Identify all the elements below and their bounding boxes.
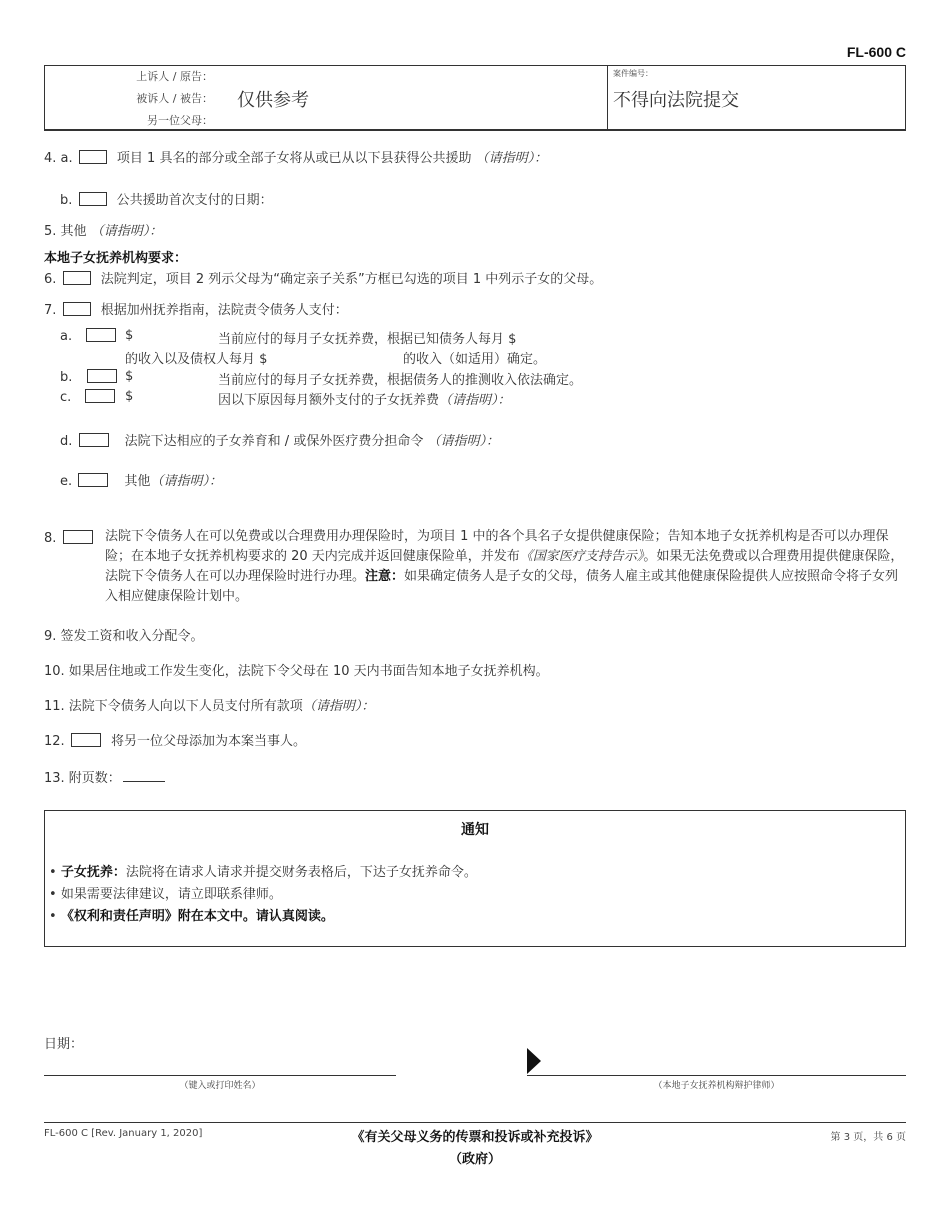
item-7c-checkbox[interactable] — [85, 389, 115, 403]
case-number-label: 案件编号： — [613, 69, 653, 78]
item-4a — [44, 147, 547, 166]
item-6-checkbox[interactable] — [63, 271, 91, 285]
signature-arrow-icon — [527, 1048, 543, 1076]
other-parent-label: 另一位父母： — [147, 114, 213, 127]
item-7-number: 7. — [44, 303, 57, 318]
item-7 — [44, 299, 348, 318]
item-7b-number: b. — [60, 370, 73, 385]
item-6 — [44, 268, 602, 287]
item-7e — [60, 470, 222, 489]
bullet: • — [49, 865, 57, 880]
item-12-number: 12. — [44, 734, 65, 749]
item-13 — [44, 767, 165, 786]
item-4a-number: 4. a. — [44, 151, 73, 166]
item-7b-text: 当前应付的每月子女抚养费，根据债务人的推测收入依法确定。 — [218, 373, 583, 388]
item-6-text: 法院判定，项目 2 列示父母为“确定亲子关系”方框已勾选的项目 1 中列示子女的父母。 — [100, 272, 603, 287]
bullet: • — [49, 909, 57, 924]
reference-note: 仅供参考 — [237, 90, 309, 111]
item-7a-checkbox[interactable] — [86, 328, 116, 342]
attorney-caption: （本地子女抚养机构辩护律师） — [653, 1081, 780, 1091]
item-12-checkbox[interactable] — [71, 733, 101, 747]
item-4a-checkbox[interactable] — [79, 150, 107, 164]
item-4b-text: 公共援助首次支付的日期： — [116, 193, 273, 208]
item-7b-dollar: $ — [125, 369, 134, 384]
item-7d-number: d. — [60, 434, 73, 449]
item-7c-specify: （请指明）： — [439, 393, 511, 408]
item-7a-text-2: 的收入以及债权人每月 $ — [125, 352, 268, 367]
footer-form-rev: FL-600 C [Rev. January 1, 2020] — [44, 1128, 203, 1139]
item-4b-checkbox[interactable] — [79, 192, 107, 206]
notice-line-1-text: 法院将在请求人请求并提交财务表格后，下达子女抚养命令。 — [125, 865, 477, 880]
item-7c-dollar: $ — [125, 389, 134, 404]
name-caption: （键入或打印姓名） — [179, 1081, 261, 1091]
notice-line-3 — [49, 905, 334, 924]
item-7a-text — [218, 328, 516, 347]
notice-line-2 — [49, 883, 282, 902]
name-signature-line[interactable] — [44, 1075, 396, 1076]
item-8-checkbox[interactable] — [63, 530, 93, 544]
caption-divider — [607, 66, 608, 129]
item-4b — [60, 189, 273, 208]
notice-line-1-bold: 子女抚养： — [60, 865, 126, 880]
item-5 — [44, 220, 162, 239]
item-8-notice-title: 《国家医疗支持告示》 — [519, 549, 644, 564]
item-8 — [44, 530, 99, 546]
form-number: FL-600 C — [846, 44, 906, 60]
item-7d-checkbox[interactable] — [79, 433, 109, 447]
attachment-pages-field[interactable] — [123, 770, 165, 782]
item-7a-text-main: 当前应付的每月子女抚养费，根据已知债务人每月 — [218, 332, 505, 347]
item-8-text-c: 如果确定债务人是子女的父母，债务人雇主或其他健康保险提供人应按照命令将子女列入相应健康保险计划中。 — [105, 569, 899, 604]
item-7c — [60, 389, 121, 405]
notice-line-2-text: 如果需要法律建议，请立即联系律师。 — [60, 887, 282, 902]
item-7a-dollar-2: $ — [508, 332, 517, 347]
footer-title-1: 《有关父母义务的传票和投诉或补充投诉》 — [351, 1130, 599, 1145]
notice-line-1 — [49, 861, 477, 880]
bullet: • — [49, 887, 57, 902]
item-11-text: 11. 法院下令债务人向以下人员支付所有款项 — [44, 699, 303, 714]
item-13-text: 13. 附页数： — [44, 771, 121, 786]
item-7e-number: e. — [60, 474, 73, 489]
item-9-text: 9. 签发工资和收入分配令。 — [44, 629, 204, 644]
item-4b-number: b. — [60, 193, 73, 208]
item-8-note-label: 注意： — [365, 569, 405, 584]
agency-heading: 本地子女抚养机构要求： — [44, 251, 188, 266]
item-7d-specify: （请指明）： — [427, 434, 499, 449]
item-7a-number: a. — [60, 329, 73, 344]
caption-box — [44, 65, 906, 131]
respondent-label: 被诉人 / 被告： — [136, 92, 213, 105]
attorney-signature-line[interactable] — [527, 1075, 906, 1076]
notice-box — [44, 810, 906, 947]
item-7c-number: c. — [60, 390, 72, 405]
item-4a-text: 项目 1 具名的部分或全部子女将从或已从以下县获得公共援助 — [116, 151, 472, 166]
item-7d-text: 法院下达相应的子女养育和 / 或保外医疗费分担命令 — [124, 434, 424, 449]
notice-line-3-text: 《权利和责任声明》附在本文中。请认真阅读。 — [60, 909, 334, 924]
item-7c-text-main: 因以下原因每月额外支付的子女抚养费 — [218, 393, 440, 408]
item-8-text-a: 法院下令债务人在可以免费或以合理费用办理保险时，为项目 1 中的各个具名子女提供健康保险；告知本地子女抚养机构是否可以办理保险；在本地子女抚养机构要求的 20 天内完成并返回健康保险单，并发布 — [105, 529, 889, 564]
item-7e-text: 其他 — [124, 474, 151, 489]
item-12 — [44, 730, 306, 749]
footer-page-number: 第 3 页，共 6 页 — [830, 1132, 906, 1143]
item-7a — [60, 328, 122, 344]
footer-title-2: （政府） — [448, 1152, 501, 1167]
item-4a-specify: （请指明）： — [475, 151, 548, 166]
not-for-filing-note: 不得向法院提交 — [613, 90, 739, 111]
item-8-paragraph — [105, 527, 907, 607]
item-7c-text — [218, 389, 511, 408]
item-5-specify: （请指明）： — [90, 224, 163, 239]
item-10-text: 10. 如果居住地或工作发生变化，法院下令父母在 10 天内书面告知本地子女抚养机构。 — [44, 664, 549, 679]
item-11-specify: （请指明）： — [302, 699, 375, 714]
item-11 — [44, 695, 374, 714]
item-8-text-b: 。如果无法免费或以合理费用提供健康保险，法院下令债务人在可以办理保险时进行办理。 — [105, 549, 904, 584]
item-5-text: 5. 其他 — [44, 224, 87, 239]
item-7d — [60, 430, 499, 449]
item-7e-specify: （请指明）： — [150, 474, 222, 489]
date-label: 日期： — [44, 1037, 84, 1052]
item-7-text: 根据加州抚养指南，法院责令债务人支付： — [100, 303, 348, 318]
item-12-text: 将另一位父母添加为本案当事人。 — [110, 734, 306, 749]
appellant-label: 上诉人 / 原告： — [136, 70, 213, 83]
item-7a-dollar: $ — [125, 328, 134, 343]
footer-rule — [44, 1122, 906, 1123]
item-7b — [60, 369, 123, 385]
item-7a-text-3: 的收入（如适用）确定。 — [403, 352, 547, 367]
item-8-number: 8. — [44, 531, 57, 546]
item-7e-checkbox[interactable] — [78, 473, 108, 487]
item-6-number: 6. — [44, 272, 57, 287]
item-7-checkbox[interactable] — [63, 302, 91, 316]
item-7b-checkbox[interactable] — [87, 369, 117, 383]
notice-title: 通知 — [461, 822, 489, 838]
